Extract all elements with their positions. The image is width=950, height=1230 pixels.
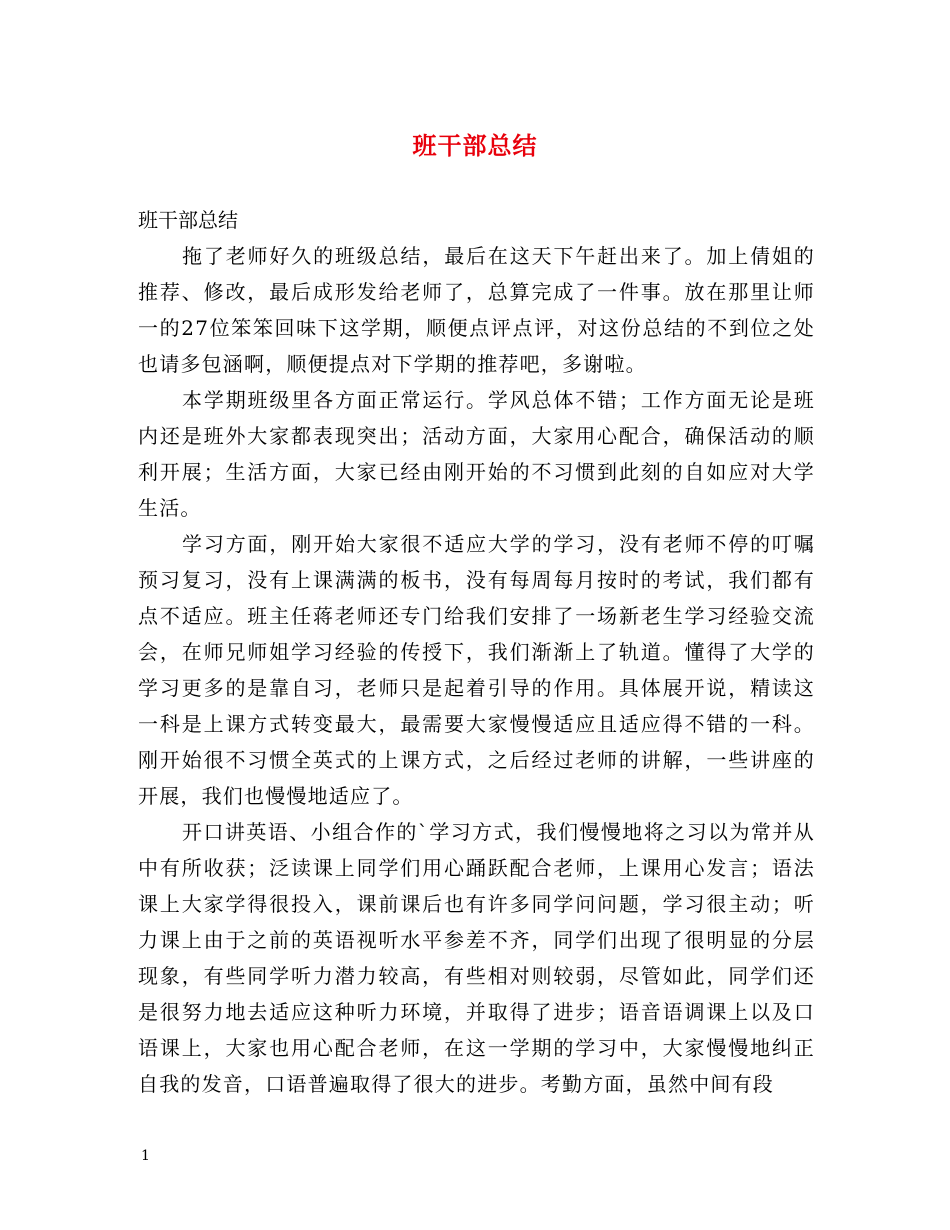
page-number: 1: [141, 1148, 150, 1164]
document-body: [138, 202, 815, 1102]
document-subtitle: 班干部总结: [138, 208, 238, 232]
paragraph-intro: 拖了老师好久的班级总结，最后在这天下午赶出来了。加上倩姐的推荐、修改，最后成形发给老师了，总算完成了一件事。放在那里让师一的27位笨笨回味下这学期，顺便点评点评，对这份总结的不到位之处也请多包涵啊，顺便提点对下学期的推荐吧，多谢啦。: [138, 244, 815, 376]
paragraph-study: 学习方面，刚开始大家很不适应大学的学习，没有老师不停的叮嘱预习复习，没有上课满满的板书，没有每周每月按时的考试，我们都有点不适应。班主任蒋老师还专门给我们安排了一场新老生学习经验交流会，在师兄师姐学习经验的传授下，我们渐渐上了轨道。懂得了大学的学习更多的是靠自习，老师只是起着引导的作用。具体展开说，精读这一科是上课方式转变最大，最需要大家慢慢适应且适应得不错的一科。刚开始很不习惯全英式的上课方式，之后经过老师的讲解，一些讲座的开展，我们也慢慢地适应了。: [138, 532, 815, 808]
document-title: 班干部总结: [412, 131, 538, 160]
paragraph-overview: 本学期班级里各方面正常运行。学风总体不错；工作方面无论是班内还是班外大家都表现突出；活动方面，大家用心配合，确保活动的顺利开展；生活方面，大家已经由刚开始的不习惯到此刻的自如应对大学生活。: [138, 388, 815, 520]
paragraph-courses: 开口讲英语、小组合作的`学习方式，我们慢慢地将之习以为常并从中有所收获；泛读课上同学们用心踊跃配合老师，上课用心发言；语法课上大家学得很投入，课前课后也有许多同学问问题，学习很主动；听力课上由于之前的英语视听水平参差不齐，同学们出现了很明显的分层现象，有些同学听力潜力较高，有些相对则较弱，尽管如此，同学们还是很努力地去适应这种听力环境，并取得了进步；语音语调课上以及口语课上，大家也用心配合老师，在这一学期的学习中，大家慢慢地纠正自我的发音，口语普遍取得了很大的进步。考勤方面，虽然中间有段: [138, 820, 815, 1096]
